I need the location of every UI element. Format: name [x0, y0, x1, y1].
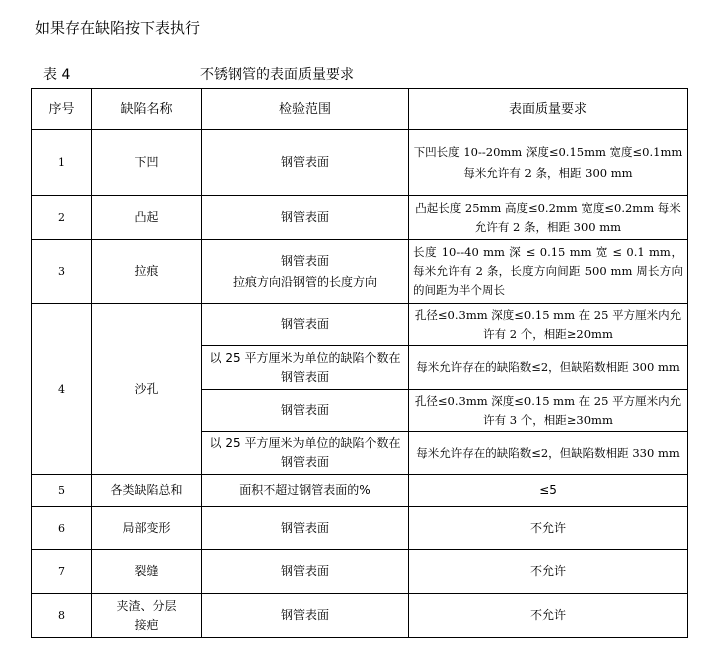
row-no: 1 — [32, 130, 92, 196]
row-no: 8 — [32, 594, 92, 638]
row-no: 7 — [32, 550, 92, 594]
header-defect-name: 缺陷名称 — [92, 89, 202, 130]
inspection-scope: 以 25 平方厘米为单位的缺陷个数在钢管表面 — [202, 432, 409, 475]
header-no: 序号 — [32, 89, 92, 130]
defect-name: 下凹 — [92, 130, 202, 196]
table-row — [32, 130, 688, 196]
quality-requirement: 每米允许存在的缺陷数≤2，但缺陷数相距 300 mm — [409, 346, 688, 390]
row-no: 2 — [32, 196, 92, 240]
inspection-scope: 以 25 平方厘米为单位的缺陷个数在钢管表面 — [202, 346, 409, 390]
inspection-scope: 钢管表面 — [202, 130, 409, 196]
table-caption-title: 不锈钢管的表面质量要求 — [200, 67, 354, 83]
header-inspection-scope: 检验范围 — [202, 89, 409, 130]
table-caption-label: 表 4 — [43, 67, 71, 83]
defect-name: 拉痕 — [92, 240, 202, 304]
quality-requirement: 孔径≤0.3mm 深度≤0.15 mm 在 25 平方厘米内允许有 2 个，相距≥20mm — [409, 304, 688, 346]
quality-requirement: 不允许 — [409, 550, 688, 594]
defect-name: 各类缺陷总和 — [92, 475, 202, 507]
row-no: 4 — [32, 304, 92, 475]
quality-requirement: 长度 10--40 mm 深 ≤ 0.15 mm 宽 ≤ 0.1 mm，每米允许有 2 条，长度方向间距 500 mm 周长方向的间距为半个周长 — [409, 240, 688, 304]
table-row — [32, 196, 688, 240]
quality-requirement: 孔径≤0.3mm 深度≤0.15 mm 在 25 平方厘米内允许有 3 个，相距≥30mm — [409, 390, 688, 432]
quality-requirement: 下凹长度 10--20mm 深度≤0.15mm 宽度≤0.1mm 每米允许有 2 条，相距 300 mm — [409, 130, 688, 196]
inspection-scope-line: 拉痕方向沿钢管的长度方向 — [232, 274, 377, 289]
table-row — [32, 507, 688, 550]
row-no: 5 — [32, 475, 92, 507]
defect-name: 凸起 — [92, 196, 202, 240]
defect-name — [92, 594, 202, 638]
table-row — [32, 594, 688, 638]
inspection-scope: 钢管表面 — [202, 196, 409, 240]
table-row — [32, 304, 688, 346]
inspection-scope: 钢管表面 — [202, 390, 409, 432]
table-row — [32, 475, 688, 507]
defect-name: 裂缝 — [92, 550, 202, 594]
inspection-scope: 钢管表面 — [202, 507, 409, 550]
row-no: 3 — [32, 240, 92, 304]
defect-name: 局部变形 — [92, 507, 202, 550]
intro-text: 如果存在缺陷按下表执行 — [35, 19, 201, 37]
table-header-row — [32, 89, 688, 130]
defect-name: 沙孔 — [92, 304, 202, 475]
inspection-scope: 钢管表面 — [202, 594, 409, 638]
quality-requirement: 每米允许存在的缺陷数≤2，但缺陷数相距 330 mm — [409, 432, 688, 475]
quality-requirement: 不允许 — [409, 594, 688, 638]
quality-requirement: 凸起长度 25mm 高度≤0.2mm 宽度≤0.2mm 每米允许有 2 条，相距 300 mm — [409, 196, 688, 240]
table-row — [32, 550, 688, 594]
surface-quality-table — [31, 88, 688, 638]
inspection-scope-line: 钢管表面 — [280, 253, 329, 268]
header-quality-requirement: 表面质量要求 — [409, 89, 688, 130]
inspection-scope — [202, 240, 409, 304]
defect-name-line: 接疤 — [134, 617, 159, 632]
quality-requirement: ≤5 — [409, 475, 688, 507]
defect-name-line: 夹渣、分层 — [116, 598, 177, 613]
inspection-scope: 钢管表面 — [202, 550, 409, 594]
quality-requirement: 不允许 — [409, 507, 688, 550]
inspection-scope: 面积不超过钢管表面的% — [202, 475, 409, 507]
inspection-scope: 钢管表面 — [202, 304, 409, 346]
table-row — [32, 240, 688, 304]
row-no: 6 — [32, 507, 92, 550]
